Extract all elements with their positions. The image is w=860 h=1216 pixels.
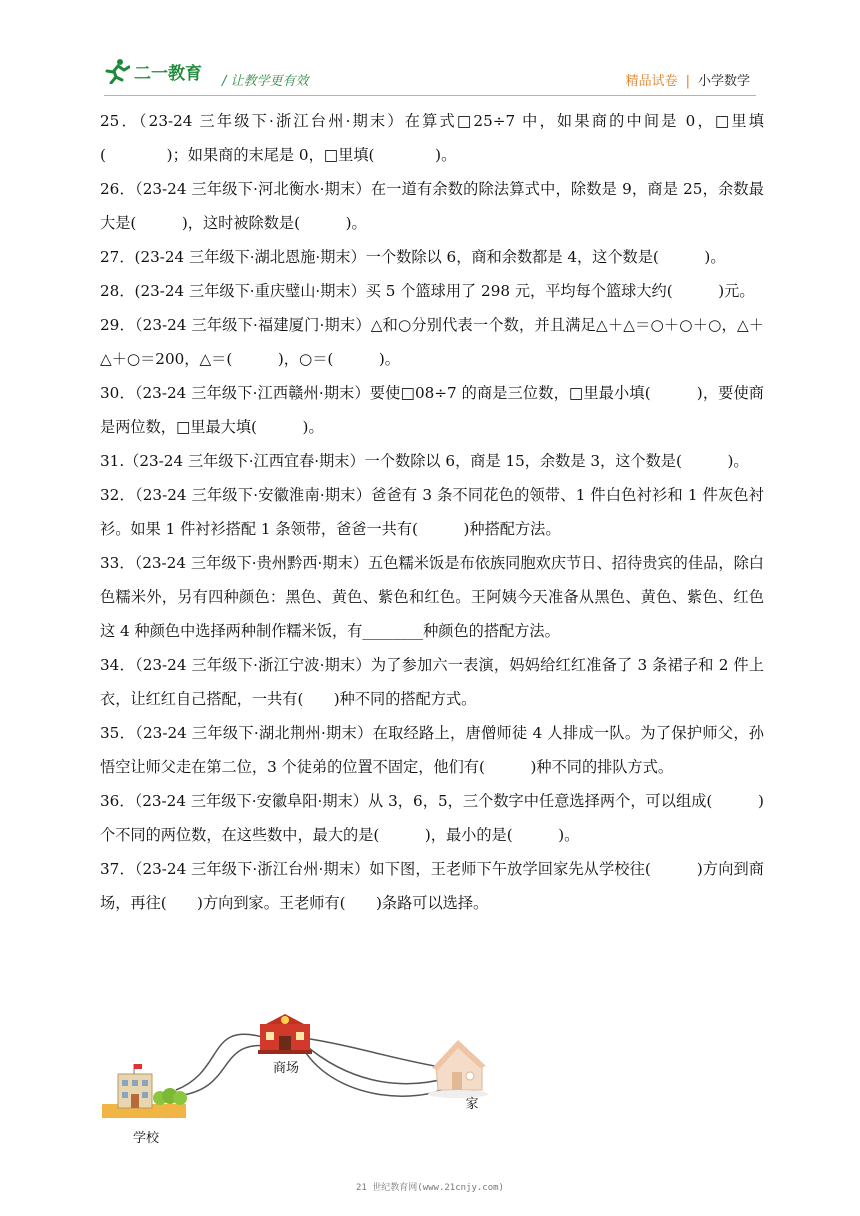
question-29: 29．（23-24 三年级下·福建厦门·期末）△和○分别代表一个数，并且满足△＋△＝○＋○＋○，△＋△＋○＝200，△＝( )，○＝( )。: [100, 316, 764, 368]
page-header: [0, 0, 860, 100]
road-school-mall-1: [176, 1034, 266, 1090]
question-30: 30．（23-24 三年级下·江西赣州·期末）要使□08÷7 的商是三位数，□里最小填( )，要使商是两位数，□里最大填( )。: [100, 384, 764, 436]
logo: [104, 58, 202, 84]
label-mall: 商场: [272, 1061, 300, 1076]
slogan: / 让教学更有效: [222, 74, 309, 89]
question-33: 33．（23-24 三年级下·贵州黔西·期末）五色糯米饭是布依族同胞欢庆节日、招待贵宾的佳品，除白色糯米外，另有四种颜色：黑色、黄色、紫色和红色。王阿姨今天准备从黑色、黄色、紫色、红色这 4 种颜色中选择两种制作糯米饭，有________种颜色的搭配方法。: [100, 554, 764, 640]
school-icon: [102, 1064, 187, 1118]
home-icon: [428, 1040, 488, 1098]
question-34: 34．（23-24 三年级下·浙江宁波·期末）为了参加六一表演，妈妈给红红准备了 3 条裙子和 2 件上衣，让红红自己搭配，一共有( )种不同的搭配方式。: [100, 656, 764, 708]
road-mall-home-3: [304, 1050, 450, 1096]
header-label-subject: 小学数学: [697, 74, 750, 89]
header-separator: |: [685, 74, 690, 89]
route-diagram: [96, 1010, 516, 1160]
header-label-premium: 精品试卷: [625, 74, 678, 89]
question-36: 36．（23-24 三年级下·安徽阜阳·期末）从 3，6，5，三个数字中任意选择两个，可以组成( )个不同的两位数，在这些数中，最大的是( )，最小的是( )。: [100, 792, 764, 844]
label-home: 家: [465, 1097, 479, 1112]
label-school: 学校: [132, 1131, 160, 1146]
mall-icon: [258, 1014, 312, 1054]
question-28: 28．(23-24 三年级下·重庆璧山·期末）买 5 个篮球用了 298 元，平均每个篮球大约( )元。: [100, 282, 755, 300]
question-37: 37．（23-24 三年级下·浙江台州·期末）如下图，王老师下午放学回家先从学校往( )方向到商场，再往( )方向到家。王老师有( )条路可以选择。: [100, 860, 764, 912]
question-27: 27．(23-24 三年级下·湖北恩施·期末）一个数除以 6，商和余数都是 4，这个数是( )。: [100, 248, 726, 266]
question-26: 26．（23-24 三年级下·河北衡水·期末）在一道有余数的除法算式中，除数是 9，商是 25，余数最大是( )，这时被除数是( )。: [100, 180, 764, 232]
header-divider: [104, 95, 756, 96]
route-figure: [96, 1010, 516, 1160]
road-mall-home-1: [304, 1038, 446, 1068]
page-footer: 21 世纪教育网(www.21cnjy.com): [356, 1183, 504, 1193]
question-32: 32．（23-24 三年级下·安徽淮南·期末）爸爸有 3 条不同花色的领带、1 件白色衬衫和 1 件灰色衬衫。如果 1 件衬衫搭配 1 条领带，爸爸一共有( )种搭配方法。: [100, 486, 764, 538]
question-list: [100, 104, 764, 920]
road-school-mall-2: [176, 1046, 268, 1096]
header-right: [626, 70, 750, 89]
question-35: 35．（23-24 三年级下·湖北荆州·期末）在取经路上，唐僧师徒 4 人排成一队。为了保护师父，孙悟空让师父走在第二位，3 个徒弟的位置不固定，他们有( )种不同的排队方式。: [100, 724, 764, 776]
question-31: 31.（23-24 三年级下·江西宜春·期末）一个数除以 6，商是 15，余数是 3，这个数是( )。: [100, 452, 749, 470]
question-25: 25．（23-24 三年级下·浙江台州·期末）在算式□25÷7 中，如果商的中间是 0，□里填( )；如果商的末尾是 0，□里填( )。: [100, 112, 764, 164]
logo-text: 二一教育: [134, 63, 202, 84]
runner-logo-icon: [104, 58, 130, 84]
